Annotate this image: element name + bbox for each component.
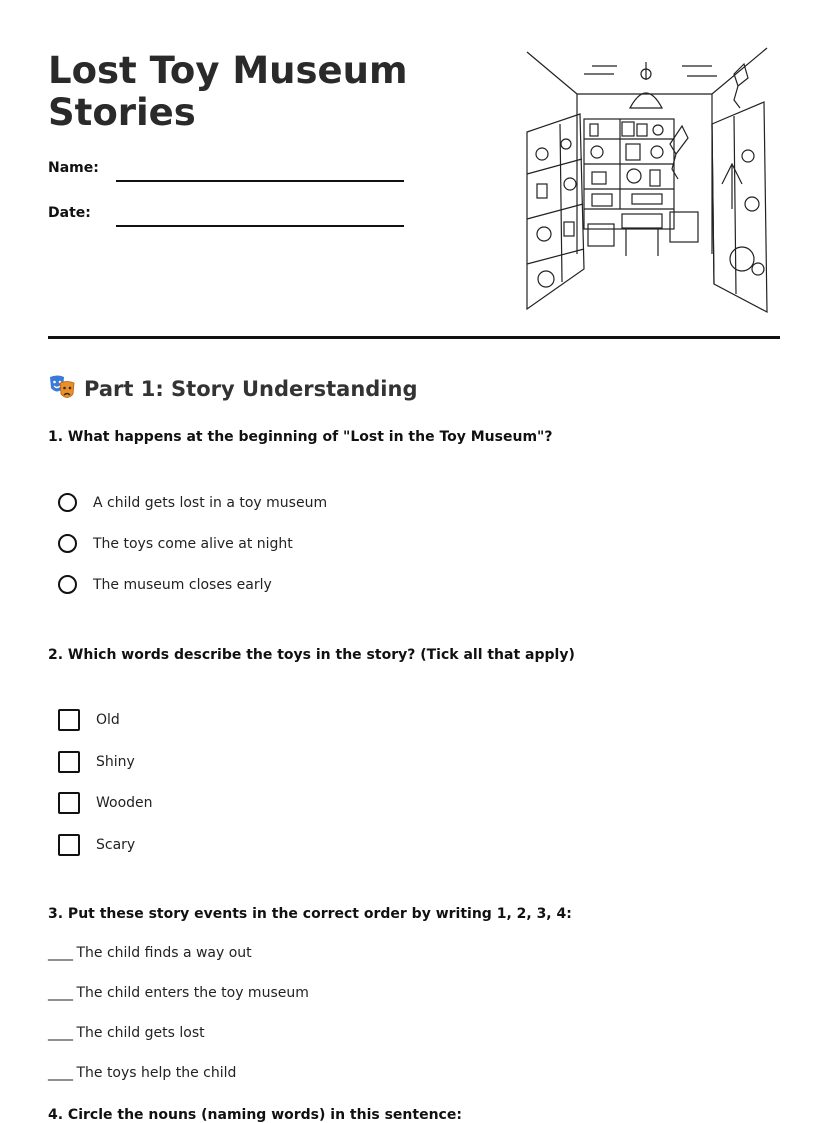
option-label: The toys come alive at night bbox=[93, 535, 293, 552]
name-label: Name: bbox=[48, 160, 99, 176]
q2-option-1[interactable] bbox=[58, 709, 120, 731]
event-label: The child gets lost bbox=[76, 1025, 205, 1041]
checkbox[interactable] bbox=[58, 834, 80, 856]
question-1: 1. What happens at the beginning of "Lost in the Toy Museum"? bbox=[48, 429, 553, 445]
event-label: The child finds a way out bbox=[76, 945, 252, 961]
option-label: A child gets lost in a toy museum bbox=[93, 494, 328, 511]
q1-option-1[interactable] bbox=[58, 493, 327, 512]
order-item bbox=[48, 945, 252, 961]
q1-option-3[interactable] bbox=[58, 575, 272, 594]
checkbox[interactable] bbox=[58, 792, 80, 814]
order-blank[interactable]: ____ bbox=[48, 1065, 72, 1081]
option-label: The museum closes early bbox=[93, 576, 272, 593]
order-blank[interactable]: ____ bbox=[48, 1025, 72, 1041]
question-2: 2. Which words describe the toys in the story? (Tick all that apply) bbox=[48, 647, 575, 663]
option-label: Shiny bbox=[96, 754, 135, 770]
q2-option-3[interactable] bbox=[58, 792, 153, 814]
header-divider bbox=[48, 336, 780, 339]
radio-button[interactable] bbox=[58, 493, 77, 512]
theater-masks-icon bbox=[48, 373, 76, 405]
checkbox[interactable] bbox=[58, 751, 80, 773]
radio-button[interactable] bbox=[58, 534, 77, 553]
part1-title: Part 1: Story Understanding bbox=[84, 377, 418, 401]
order-blank[interactable]: ____ bbox=[48, 985, 72, 1001]
date-field[interactable] bbox=[116, 225, 404, 227]
toy-museum-illustration bbox=[522, 44, 772, 314]
order-blank[interactable]: ____ bbox=[48, 945, 72, 961]
date-label: Date: bbox=[48, 205, 91, 221]
worksheet-title: Lost Toy Museum Stories bbox=[48, 49, 408, 134]
question-3: 3. Put these story events in the correct order by writing 1, 2, 3, 4: bbox=[48, 906, 572, 922]
q1-option-2[interactable] bbox=[58, 534, 293, 553]
q2-option-4[interactable] bbox=[58, 834, 135, 856]
order-item bbox=[48, 985, 309, 1001]
question-4: 4. Circle the nouns (naming words) in this sentence: bbox=[48, 1107, 462, 1123]
option-label: Wooden bbox=[96, 795, 153, 811]
name-field[interactable] bbox=[116, 180, 404, 182]
order-item bbox=[48, 1025, 205, 1041]
checkbox[interactable] bbox=[58, 709, 80, 731]
q2-option-2[interactable] bbox=[58, 751, 135, 773]
event-label: The child enters the toy museum bbox=[76, 985, 309, 1001]
event-label: The toys help the child bbox=[76, 1065, 237, 1081]
option-label: Old bbox=[96, 712, 120, 728]
radio-button[interactable] bbox=[58, 575, 77, 594]
part1-header bbox=[48, 374, 417, 404]
order-item bbox=[48, 1065, 236, 1081]
option-label: Scary bbox=[96, 837, 136, 853]
